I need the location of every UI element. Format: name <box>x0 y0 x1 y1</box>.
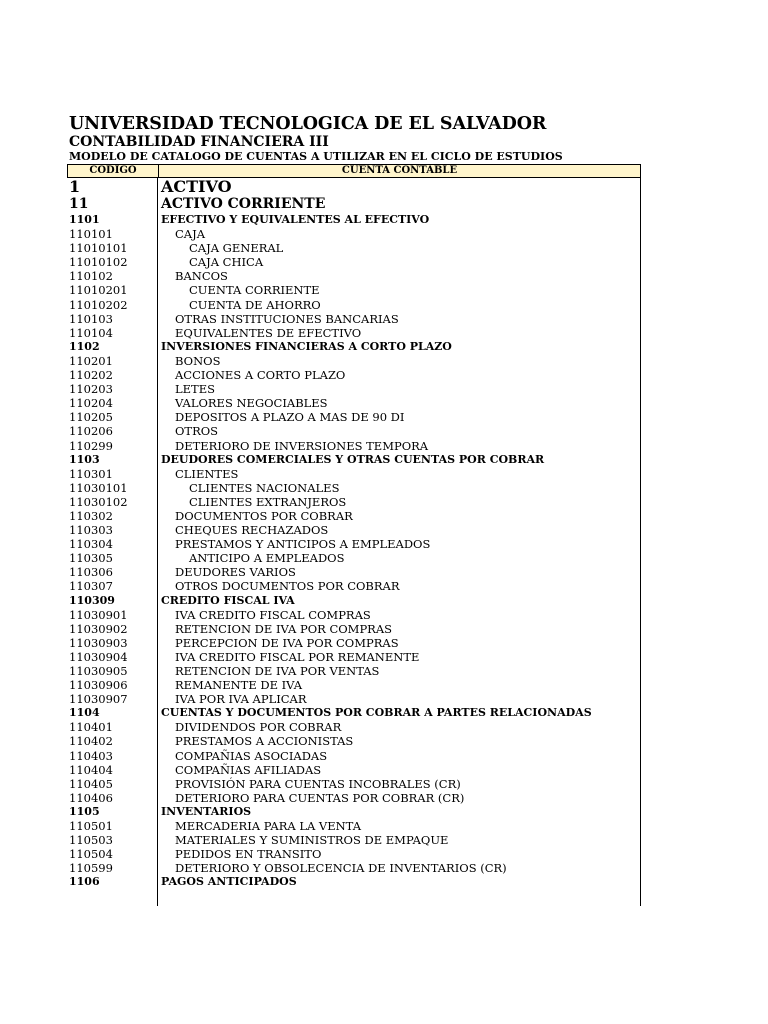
account-code: 1106 <box>69 875 100 889</box>
account-code: 110403 <box>69 748 113 763</box>
account-code: 11 <box>69 196 89 212</box>
table-row <box>67 178 641 196</box>
table-row <box>67 622 641 636</box>
account-name: RETENCION DE IVA POR VENTAS <box>175 664 380 678</box>
account-name: CUENTAS Y DOCUMENTOS POR COBRAR A PARTES RELACIONADAS <box>161 706 592 720</box>
table-row <box>67 749 641 763</box>
document-description: MODELO DE CATALOGO DE CUENTAS A UTILIZAR EN EL CICLO DE ESTUDIOS <box>69 150 563 163</box>
account-name: PROVISIÓN PARA CUENTAS INCOBRALES (CR) <box>175 776 461 791</box>
account-name: IVA POR IVA APLICAR <box>175 692 307 707</box>
table-row <box>67 777 641 791</box>
table-row <box>67 565 641 579</box>
table-body <box>67 178 641 890</box>
table-row <box>67 664 641 678</box>
account-code: 11010101 <box>69 241 128 256</box>
account-code: 1105 <box>69 804 100 818</box>
account-code: 1103 <box>69 452 100 466</box>
account-name: INVENTARIOS <box>161 804 252 818</box>
table-row <box>67 298 641 312</box>
table-row <box>67 579 641 593</box>
account-name: ACTIVO CORRIENTE <box>161 196 326 212</box>
table-row <box>67 269 641 283</box>
account-code: 110104 <box>69 325 113 340</box>
table-row <box>67 241 641 255</box>
account-code: 11030902 <box>69 621 128 636</box>
table-row <box>67 650 641 664</box>
table-row <box>67 196 641 213</box>
account-code: 110304 <box>69 537 113 552</box>
account-name: CUENTA CORRIENTE <box>189 283 320 298</box>
account-code: 110301 <box>69 466 113 481</box>
account-name: ACCIONES A CORTO PLAZO <box>175 368 346 383</box>
table-row <box>67 396 641 410</box>
table-row <box>67 706 641 720</box>
table-row <box>67 410 641 424</box>
account-name: PEDIDOS EN TRANSITO <box>175 847 322 862</box>
account-name: BANCOS <box>175 269 228 284</box>
table-row <box>67 720 641 734</box>
account-name: CHEQUES RECHAZADOS <box>175 523 329 538</box>
account-code: 110401 <box>69 720 113 735</box>
account-name: COMPAÑIAS AFILIADAS <box>175 762 322 777</box>
account-name: OTRAS INSTITUCIONES BANCARIAS <box>175 311 399 326</box>
account-code: 110204 <box>69 396 113 411</box>
table-row <box>67 875 641 889</box>
account-name: CLIENTES <box>175 466 239 481</box>
account-name: CLIENTES EXTRANJEROS <box>189 494 347 509</box>
account-name: CREDITO FISCAL IVA <box>161 593 295 607</box>
account-code: 110405 <box>69 776 113 791</box>
account-name: PAGOS ANTICIPADOS <box>161 875 297 889</box>
account-name: OTROS DOCUMENTOS POR COBRAR <box>175 579 400 594</box>
account-name: CLIENTES NACIONALES <box>189 480 340 495</box>
table-row <box>67 608 641 622</box>
table-row <box>67 537 641 551</box>
account-code: 11010202 <box>69 297 128 312</box>
account-code: 11030906 <box>69 678 128 693</box>
account-code: 110306 <box>69 565 113 580</box>
account-code: 11030903 <box>69 635 128 650</box>
account-code: 11030102 <box>69 494 128 509</box>
account-name: DIVIDENDOS POR COBRAR <box>175 720 342 735</box>
table-row <box>67 509 641 523</box>
table-row <box>67 805 641 819</box>
account-code: 110102 <box>69 269 113 284</box>
account-name: DEUDORES VARIOS <box>175 565 296 580</box>
accounts-catalog-table <box>67 164 641 890</box>
table-row <box>67 734 641 748</box>
document-subtitle: CONTABILIDAD FINANCIERA III <box>69 134 329 150</box>
account-name: CUENTA DE AHORRO <box>189 297 321 312</box>
account-code: 110101 <box>69 227 113 242</box>
account-code: 110599 <box>69 861 113 876</box>
table-row <box>67 340 641 354</box>
table-row <box>67 819 641 833</box>
account-name: BONOS <box>175 353 221 368</box>
account-name: DETERIORO DE INVERSIONES TEMPORA <box>175 438 429 453</box>
account-name: MATERIALES Y SUMINISTROS DE EMPAQUE <box>175 833 449 848</box>
table-row <box>67 861 641 875</box>
account-code: 1101 <box>69 213 100 226</box>
account-name: ANTICIPO A EMPLEADOS <box>189 551 345 566</box>
account-name: ACTIVO <box>161 177 232 196</box>
account-code: 110307 <box>69 579 113 594</box>
table-row <box>67 791 641 805</box>
account-name: IVA CREDITO FISCAL POR REMANENTE <box>175 649 420 664</box>
account-code: 110504 <box>69 847 113 862</box>
table-row <box>67 439 641 453</box>
table-row <box>67 213 641 227</box>
table-row <box>67 283 641 297</box>
table-row <box>67 227 641 241</box>
account-code: 110206 <box>69 424 113 439</box>
table-row <box>67 382 641 396</box>
table-row <box>67 847 641 861</box>
account-name: EFECTIVO Y EQUIVALENTES AL EFECTIVO <box>161 213 430 226</box>
table-row <box>67 467 641 481</box>
account-code: 110203 <box>69 382 113 397</box>
table-row <box>67 368 641 382</box>
account-name: COMPAÑIAS ASOCIADAS <box>175 748 328 763</box>
account-code: 110302 <box>69 508 113 523</box>
account-code: 110103 <box>69 311 113 326</box>
account-code: 11010102 <box>69 255 128 270</box>
column-divider <box>157 178 158 906</box>
account-code: 110305 <box>69 551 113 566</box>
account-name: REMANENTE DE IVA <box>175 678 303 693</box>
account-name: IVA CREDITO FISCAL COMPRAS <box>175 607 371 622</box>
account-name: MERCADERIA PARA LA VENTA <box>175 819 362 834</box>
account-name: CAJA CHICA <box>189 255 264 270</box>
account-code: 110402 <box>69 734 113 749</box>
account-code: 110501 <box>69 819 113 834</box>
account-code: 110303 <box>69 523 113 538</box>
table-row <box>67 763 641 777</box>
account-name: CAJA GENERAL <box>189 241 284 256</box>
account-name: RETENCION DE IVA POR COMPRAS <box>175 621 393 636</box>
table-right-border <box>640 178 641 906</box>
account-code: 11010201 <box>69 283 128 298</box>
column-header-code: CODIGO <box>68 165 159 177</box>
account-code: 1104 <box>69 706 100 720</box>
account-code: 11030904 <box>69 649 128 664</box>
table-row <box>67 495 641 509</box>
table-row <box>67 833 641 847</box>
account-name: DETERIORO PARA CUENTAS POR COBRAR (CR) <box>175 790 465 805</box>
table-row <box>67 692 641 706</box>
table-row <box>67 636 641 650</box>
account-name: PRESTAMOS A ACCIONISTAS <box>175 734 354 749</box>
account-name: VALORES NEGOCIABLES <box>175 396 328 411</box>
account-name: CAJA <box>175 227 206 242</box>
table-row <box>67 481 641 495</box>
account-code: 110406 <box>69 790 113 805</box>
table-row <box>67 312 641 326</box>
account-code: 11030901 <box>69 607 128 622</box>
account-code: 11030907 <box>69 692 128 707</box>
account-name: EQUIVALENTES DE EFECTIVO <box>175 325 362 340</box>
table-row <box>67 551 641 565</box>
account-name: DEUDORES COMERCIALES Y OTRAS CUENTAS POR COBRAR <box>161 452 545 466</box>
account-name: DETERIORO Y OBSOLECENCIA DE INVENTARIOS (CR) <box>175 861 507 876</box>
table-row <box>67 255 641 269</box>
account-code: 110404 <box>69 762 113 777</box>
account-code: 110205 <box>69 410 113 425</box>
account-name: DEPOSITOS A PLAZO A MAS DE 90 DI <box>175 410 405 425</box>
account-name: PERCEPCION DE IVA POR COMPRAS <box>175 635 399 650</box>
document-title: UNIVERSIDAD TECNOLOGICA DE EL SALVADOR <box>69 114 547 134</box>
account-code: 11030905 <box>69 664 128 678</box>
account-code: 110202 <box>69 368 113 383</box>
account-name: OTROS <box>175 424 219 439</box>
table-row <box>67 523 641 537</box>
account-name: INVERSIONES FINANCIERAS A CORTO PLAZO <box>161 339 452 353</box>
table-row <box>67 453 641 467</box>
account-code: 1 <box>69 177 81 196</box>
account-code: 11030101 <box>69 480 128 495</box>
account-code: 110309 <box>69 593 115 607</box>
account-code: 110503 <box>69 833 113 848</box>
table-row <box>67 326 641 340</box>
table-row <box>67 354 641 368</box>
account-code: 110299 <box>69 438 113 453</box>
table-row <box>67 424 641 438</box>
table-header <box>67 164 641 178</box>
account-name: LETES <box>175 382 215 397</box>
table-row <box>67 594 641 608</box>
table-row <box>67 678 641 692</box>
account-code: 1102 <box>69 339 100 353</box>
column-header-account: CUENTA CONTABLE <box>341 165 458 176</box>
account-code: 110201 <box>69 353 113 368</box>
account-name: PRESTAMOS Y ANTICIPOS A EMPLEADOS <box>175 537 431 552</box>
account-name: DOCUMENTOS POR COBRAR <box>175 508 353 523</box>
